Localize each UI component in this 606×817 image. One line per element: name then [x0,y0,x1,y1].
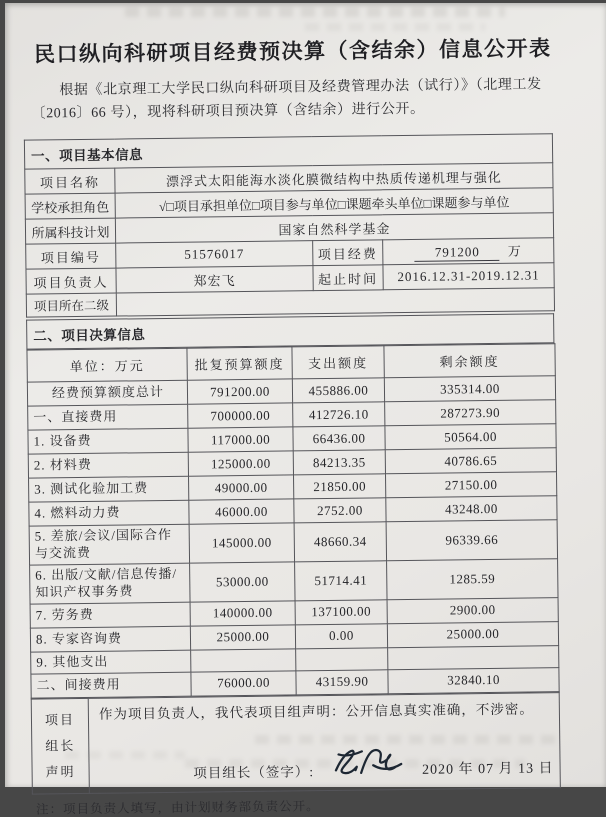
budget-remaining-value: 96339.66 [386,520,557,561]
budget-row-label: 1. 设备费 [28,429,188,455]
budget-remaining-value: 287273.90 [385,400,556,426]
budget-approved-value: 791200.00 [187,379,292,404]
budget-remaining-value: 2900.00 [387,598,558,624]
budget-spent-value: 48660.34 [294,522,386,562]
role-label: 学校承担角色 [25,193,115,219]
budget-remaining-value: 27150.00 [385,472,556,498]
pi-label: 项目负责人 [26,268,116,294]
budget-approved-value: 53000.00 [190,562,295,602]
budget-row-label: 7. 劳务费 [30,602,190,628]
role-checkbox-line: √□项目承担单位□项目参与单位□课题牵头单位□课题参与单位 [115,188,553,218]
document-content [22,0,572,817]
document-title: 民口纵向科研项目经费预决算（含结余）信息公开表 [33,36,552,67]
budget-table [26,344,559,699]
side-label-line: 声明 [45,763,76,780]
budget-remaining-value [388,646,559,670]
budget-row-label: 4. 燃料动力费 [29,501,189,527]
project-no-value: 51576017 [116,241,313,268]
budget-table-row [29,520,557,565]
budget-approved-value: 46000.00 [189,499,294,524]
budget-approved-value: 145000.00 [189,523,294,563]
budget-spent-value: 455886.00 [292,378,384,403]
budget-spent-value: 137100.00 [295,600,387,625]
declaration-cell [88,692,560,793]
funding-label: 项目经费 [313,240,383,266]
sign-label: 项目组长（签字）: [193,763,315,781]
footer-note: 注：项目负责人填写，由计划财务部负责公开。 [35,798,320,817]
budget-row-label: 9. 其他支出 [31,650,191,674]
program-value: 国家自然科学基金 [115,213,553,243]
budget-approved-value: 140000.00 [190,601,295,626]
budget-approved-value: 700000.00 [188,403,293,428]
budget-table-row [30,559,558,604]
budget-approved-value: 49000.00 [189,475,294,500]
budget-remaining-value: 40786.65 [385,448,556,474]
budget-spent-value: 0.00 [295,624,387,649]
budget-remaining-value: 335314.00 [384,376,555,402]
unit-header: 单位：万元 [27,349,187,383]
period-label: 起止时间 [313,265,383,291]
dept-label: 项目所在二级 [26,293,116,317]
budget-approved-value: 125000.00 [188,451,293,476]
budget-spent-value: 43159.90 [296,670,388,695]
budget-spent-value: 84213.35 [293,450,385,475]
budget-section-title: 二、项目决算信息 [27,314,554,349]
funding-value: 791200 万 [383,238,554,265]
declaration-statement: 作为项目负责人，我代表项目组声明：公开信息真实准确，不涉密。 [98,701,534,722]
budget-row-label: 二、间接费用 [31,672,191,698]
side-label-line: 组长 [45,737,76,754]
budget-row-label: 8. 专家咨询费 [30,626,190,652]
funding-unit: 万 [507,243,522,260]
budget-approved-value [191,649,296,672]
budget-row-label: 经费预算额度总计 [27,381,187,407]
program-label: 所属科技计划 [25,218,115,244]
budget-spent-value: 66436.00 [293,426,385,451]
approved-col-header: 批复预算额度 [187,347,292,380]
signature-row [89,739,553,787]
budget-remaining-value: 32840.10 [388,667,559,693]
handwritten-signature [326,741,411,788]
basic-info-section-title: 一、项目基本信息 [24,134,552,169]
project-name-value: 漂浮式太阳能海水淡化膜微结构中热质传递机理与强化 [115,163,553,193]
budget-row-label: 6. 出版/文献/信息传播/知识产权事务费 [30,563,190,604]
project-no-label: 项目编号 [26,243,116,269]
budget-approved-value: 76000.00 [191,671,296,696]
remaining-col-header: 剩余额度 [384,344,555,378]
budget-spent-value: 51714.41 [295,561,387,601]
budget-remaining-value: 1285.59 [387,559,558,600]
budget-spent-value: 21850.00 [294,474,386,499]
budget-row-label: 3. 测试化验加工费 [29,477,189,503]
budget-row-label: 5. 差旅/会议/国际合作与交流费 [29,525,189,566]
basic-info-table [24,134,555,318]
spent-col-header: 支出额度 [292,346,384,379]
pi-name: 郑宏飞 [116,266,313,293]
signature-date: 2020 年 07 月 13 日 [422,761,554,778]
budget-remaining-value: 25000.00 [387,622,558,648]
budget-row-label: 一、直接费用 [28,405,188,431]
period-value: 2016.12.31-2019.12.31 [383,263,554,290]
budget-remaining-value: 50564.00 [385,424,556,450]
budget-approved-value: 117000.00 [188,427,293,452]
side-label-line: 项目 [44,711,76,728]
budget-remaining-value: 43248.00 [386,496,557,522]
intro-paragraph: 根据《北京理工大学民口纵向科研项目及经费管理办法（试行）》（北理工发〔2016〕66 号），现将科研项目预决算（含结余）进行公开。 [31,77,542,122]
budget-spent-value: 412726.10 [293,402,385,427]
budget-spent-value [296,648,388,671]
budget-row-label: 2. 材料费 [28,453,188,479]
signature-scribble-icon [326,741,411,784]
budget-spent-value: 2752.00 [294,498,386,523]
budget-approved-value: 25000.00 [190,625,295,650]
declaration-table [31,692,561,794]
paper-sheet [5,3,606,817]
project-name-label: 项目名称 [25,168,115,194]
declaration-side-label [31,698,89,794]
